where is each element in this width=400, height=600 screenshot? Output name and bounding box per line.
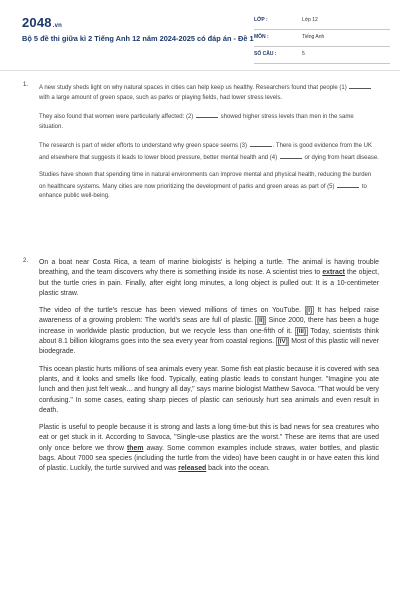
meta-row-count [254,48,390,64]
position-marker-4: [IV] [277,338,288,346]
position-marker-3: [III] [296,327,306,335]
text-run: showed higher stress levels than men in the same situation. [39,114,354,130]
text-run: They also found that women were particularly affected: (2) [39,114,195,120]
text-run: the object, but the turtle cries in pain. Finally, after eight long minutes, a long object is pulled out: It is a 10-centimeter plastic straw. [39,269,379,297]
logo-text: 2048 [22,15,52,30]
text-run: . There is good evidence from the UK and elsewhere that suggests it leads to lower blood pressure, better mental health and (4) [39,143,372,161]
meta-label-grade: LỚP : [254,17,268,23]
text-run: Since 2000, there has been a huge increase in worldwide plastic production, but we recycle less than one-fifth of it. [39,317,379,335]
passage-paragraph [39,423,379,474]
text-run: On a boat near Costa Rica, a team of marine biologists' is helping a turtle. The animal is having trouble breathing, and the team discovers why there is something inside its nose. A scientist tries to [39,259,379,277]
underlined-word-released: released [178,465,207,473]
question-1-passage [39,82,379,210]
passage-paragraph [39,258,379,299]
meta-label-subject: MÔN : [254,34,269,40]
text-run: The research is part of wider efforts to understand why green space seems (3) [39,143,249,149]
answer-blank-5 [337,181,359,188]
meta-label-count: SỐ CÂU : [254,51,277,57]
text-run: away. Some common examples include straws, water bottles, and plastic bags. About 7000 sea species (including the turtle from the video) have been caught in or have eaten this kind of plastic. Luckily, the turtle survived and was [39,444,379,473]
passage-paragraph [39,111,379,132]
question-number: 2. [23,258,29,264]
text-run: The video of the turtle's rescue has been viewed millions of times on YouTube. [39,307,305,315]
position-marker-2: [II] [257,317,265,325]
exam-meta-table [254,14,390,65]
text-run: It has helped raise awareness of a growing problem: The world's seas are full of plastic. [39,307,379,325]
answer-blank-4 [280,152,302,159]
answer-blank-2 [196,111,218,118]
position-marker-1: [I] [306,307,313,315]
header-divider [0,70,400,71]
question-2-passage [39,258,379,482]
site-logo[interactable] [22,15,62,30]
meta-row-grade [254,14,390,30]
answer-blank-1 [349,82,371,89]
meta-value-count: 5 [302,51,305,57]
text-run: Today, scientists think about 8.1 billion kilograms goes into the sea every year from coastal regions. [39,327,379,346]
meta-value-subject: Tiếng Anh [302,34,325,40]
answer-blank-3 [250,140,272,147]
underlined-word-them: them [126,444,144,452]
text-run: A new study sheds light on why natural spaces in cities can help keep us healthy. Researchers found that people (1) [39,85,349,91]
text-run: Studies have shown that spending time in natural environments can improve mental and physical health, reducing the burden on healthcare systems. Many cities are now prioritizing the development of parks and green areas as part of (5) [39,172,372,190]
text-run: Plastic is useful to people because it is strong and lasts a long time-but this is bad news for sea creatures who eat or get stuck in it. According to Savoca, "Single-use plastics are the worst." These are items that are used only once before we throw [39,424,379,452]
logo-suffix: .vn [52,23,63,29]
text-run: or dying from heart disease. [302,154,379,161]
passage-paragraph [39,306,379,357]
exam-title: Bộ 5 đề thi giữa kì 2 Tiếng Anh 12 năm 2024-2025 có đáp án - Đề 1 [22,34,254,43]
question-number: 1. [23,82,29,88]
passage-paragraph [39,171,379,202]
page-header [18,14,390,64]
passage-paragraph [39,82,379,103]
text-run: Most of this plastic will never biodegrade. [39,338,380,356]
passage-paragraph [39,140,379,163]
text-run: with a large amount of green space, such as parks or playing fields, had lower stress levels. [39,94,283,101]
underlined-word-extract: extract [322,269,345,277]
text-run: to enhance public well-being. [39,183,367,199]
meta-value-grade: Lớp 12 [302,17,318,23]
text-run: back into the ocean. [206,465,270,473]
passage-paragraph: This ocean plastic hurts millions of sea animals every year. Some fish eat plastic because it is covered with sea plants, and it looks and smells like food. Typically, eating plastic leads to constant hunger. "Imagine you ate lunch and then just felt weak... and hungry all day," says marine biologist Matthew Savoca. "That would be very confusing." In some cases, eating sharp pieces of plastic can seriously hurt sea animals and even result in death. [39,365,379,414]
meta-row-subject [254,31,390,47]
